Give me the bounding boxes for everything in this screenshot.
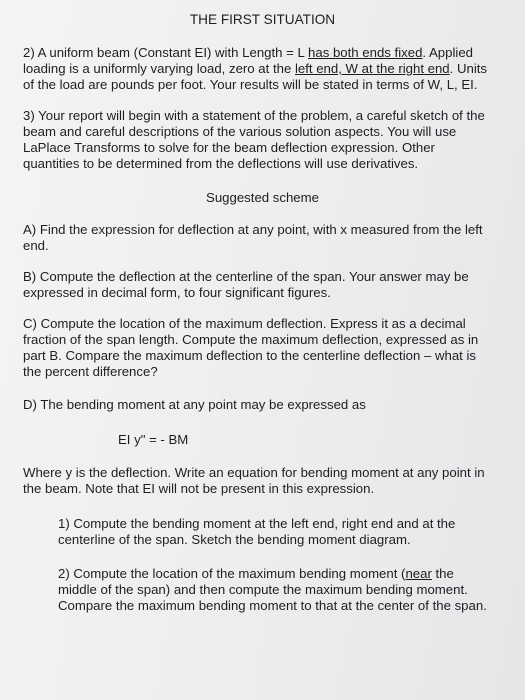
problem-2-text: . Applied [422,45,473,60]
item-a-line-2: end. [23,238,49,253]
equation: EI y" = - BM [118,432,189,447]
problem-3-line-3: LaPlace Transforms to solve for the beam deflection expression. Other [23,140,435,155]
subitem-2-text: 2) Compute the location of the maximum bending moment ( [58,566,406,581]
item-c-line-4: the percent difference? [23,364,158,379]
subitem-1-line-1: 1) Compute the bending moment at the left end, right end and at the [58,516,456,531]
section-heading: Suggested scheme [206,190,319,205]
problem-3-line-4: quantities to be determined from the deflections will use derivatives. [23,156,419,171]
item-d-line-1: D) The bending moment at any point may be expressed as [23,397,366,412]
problem-2-line-1 [23,45,473,61]
underlined-both-ends-fixed: has both ends fixed [308,45,423,60]
subitem-2-line-2: middle of the span) and then compute the maximum bending moment. [58,582,468,597]
where-line-2: the beam. Note that EI will not be present in this expression. [23,481,375,496]
problem-3-line-1: 3) Your report will begin with a statement of the problem, a careful sketch of the [23,108,485,123]
problem-2-text: . Units [449,61,488,76]
problem-3-line-2: beam and careful descriptions of the various solution aspects. You will use [23,124,457,139]
underlined-near: near [405,566,432,581]
item-c-line-3: part B. Compare the maximum deflection to the centerline deflection – what is [23,348,476,363]
problem-2-line-3: of the load are pounds per foot. Your results will be stated in terms of W, L, EI. [23,77,478,92]
item-a-line-1: A) Find the expression for deflection at any point, with x measured from the left [23,222,483,237]
subitem-2-line-3: Compare the maximum bending moment to that at the center of the span. [58,598,487,613]
item-c-line-2: fraction of the span length. Compute the maximum deflection, expressed as in [23,332,479,347]
problem-2-line-2 [23,61,487,77]
subitem-2-line-1 [58,566,454,582]
item-c-line-1: C) Compute the location of the maximum deflection. Express it as a decimal [23,316,466,331]
subitem-1-line-2: centerline of the span. Sketch the bending moment diagram. [58,532,411,547]
problem-2-text: 2) A uniform beam (Constant EI) with Length = L [23,45,309,60]
item-b-line-2: expressed in decimal form, to four significant figures. [23,285,331,300]
page-title: THE FIRST SITUATION [189,12,336,27]
underlined-load-ends: left end, W at the right end [294,61,450,76]
problem-2-text: loading is a uniformly varying load, zero at the [23,61,295,76]
item-b-line-1: B) Compute the deflection at the centerline of the span. Your answer may be [23,269,469,284]
subitem-2-text: the [431,566,454,581]
where-line-1: Where y is the deflection. Write an equation for bending moment at any point in [23,465,485,480]
